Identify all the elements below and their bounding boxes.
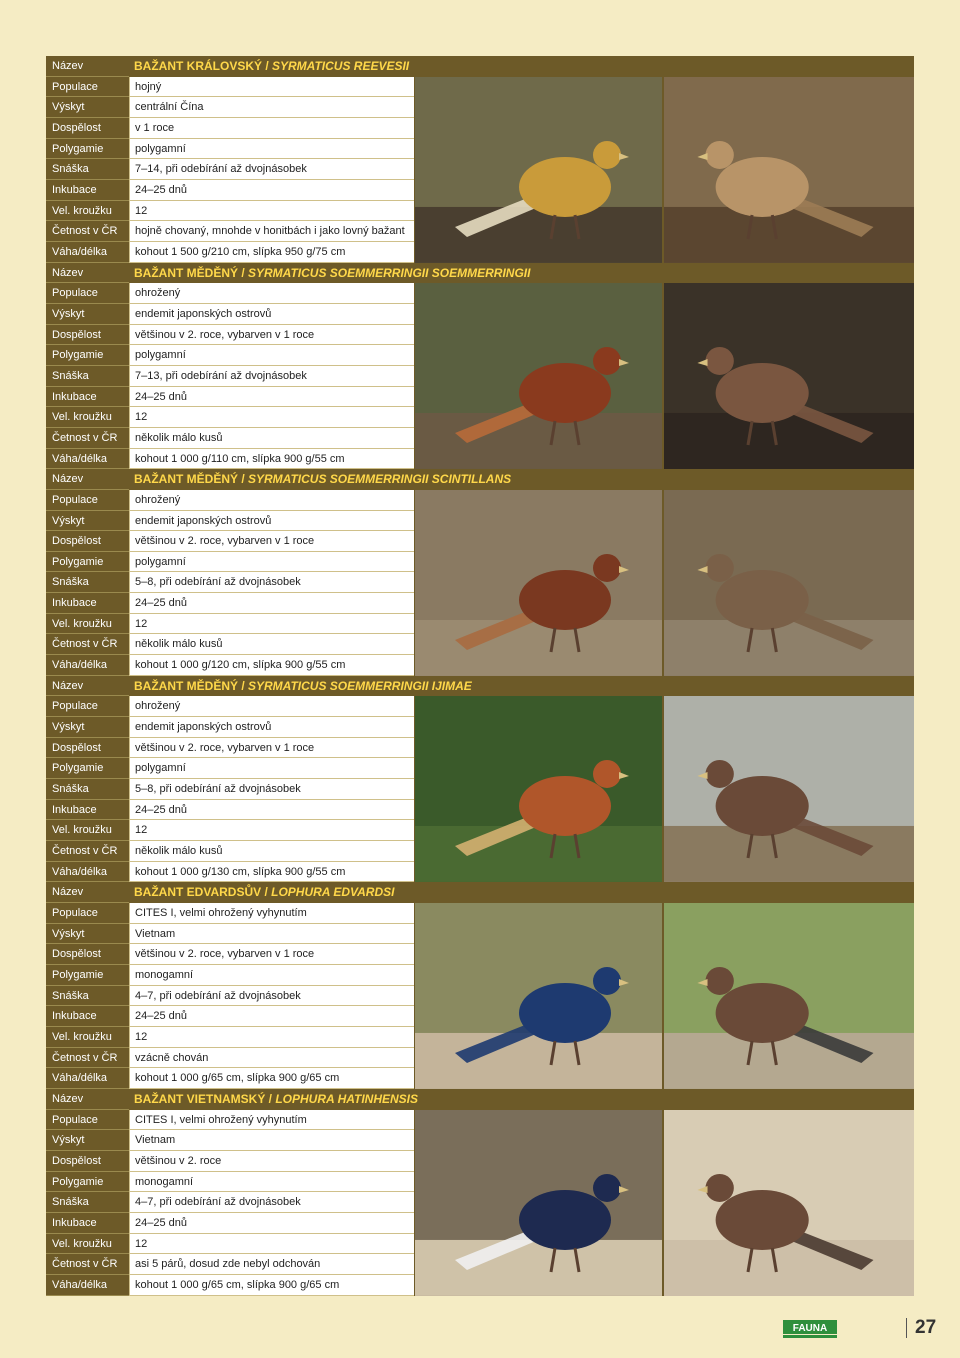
field-row-vaha xyxy=(46,1275,414,1296)
field-row-vaha xyxy=(46,655,414,676)
field-value: kohout 1 500 g/210 cm, slípka 950 g/75 cm xyxy=(129,242,414,263)
field-label: Snáška xyxy=(46,779,129,800)
field-label: Výskyt xyxy=(46,924,129,945)
photo-female xyxy=(664,283,914,469)
species-scientific-name: SYRMATICUS SOEMMERRINGII IJIMAE xyxy=(248,678,472,693)
field-label: Četnost v ČR xyxy=(46,1254,129,1275)
field-row-polygamie xyxy=(46,965,414,986)
field-label: Snáška xyxy=(46,159,129,180)
field-label: Polygamie xyxy=(46,965,129,986)
field-label: Vel. kroužku xyxy=(46,1027,129,1048)
field-value: 7–14, při odebírání až dvojnásobek xyxy=(129,159,414,180)
field-value: polygamní xyxy=(129,758,414,779)
field-value: polygamní xyxy=(129,552,414,573)
field-value: kohout 1 000 g/65 cm, slípka 900 g/65 cm xyxy=(129,1275,414,1296)
species-name xyxy=(129,263,914,284)
field-row-vyskyt xyxy=(46,924,414,945)
field-label: Vel. kroužku xyxy=(46,820,129,841)
field-row-inkubace xyxy=(46,1006,414,1027)
field-value: ohrožený xyxy=(129,283,414,304)
species-table xyxy=(46,56,914,1296)
field-row-dospelost xyxy=(46,325,414,346)
field-row-dospelost xyxy=(46,531,414,552)
field-value: několik málo kusů xyxy=(129,841,414,862)
field-row-polygamie xyxy=(46,345,414,366)
field-row-krouzek xyxy=(46,407,414,428)
species-name xyxy=(129,882,914,903)
field-row-snaska xyxy=(46,779,414,800)
field-label: Dospělost xyxy=(46,738,129,759)
field-label: Populace xyxy=(46,903,129,924)
field-value: kohout 1 000 g/120 cm, slípka 900 g/55 cm xyxy=(129,655,414,676)
field-value: většinou v 2. roce, vybarven v 1 roce xyxy=(129,531,414,552)
field-value: 4–7, při odebírání až dvojnásobek xyxy=(129,1192,414,1213)
species-common-name: BAŽANT MĚDĚNÝ / xyxy=(134,678,248,693)
photo-male xyxy=(415,490,662,676)
photo-male xyxy=(415,903,662,1089)
field-value: 12 xyxy=(129,407,414,428)
field-label: Dospělost xyxy=(46,325,129,346)
field-label: Polygamie xyxy=(46,1172,129,1193)
field-label: Četnost v ČR xyxy=(46,634,129,655)
field-value: několik málo kusů xyxy=(129,428,414,449)
field-value: v 1 roce xyxy=(129,118,414,139)
species-common-name: BAŽANT EDVARDSŮV / xyxy=(134,885,272,900)
field-row-krouzek xyxy=(46,1027,414,1048)
field-label: Váha/délka xyxy=(46,242,129,263)
species-scientific-name: SYRMATICUS SOEMMERRINGII SOEMMERRINGII xyxy=(248,265,531,280)
field-row-populace xyxy=(46,283,414,304)
species-name xyxy=(129,676,914,697)
field-value: 12 xyxy=(129,201,414,222)
field-label: Dospělost xyxy=(46,118,129,139)
field-label: Název xyxy=(46,676,129,697)
species-section xyxy=(46,263,914,470)
field-value: několik málo kusů xyxy=(129,634,414,655)
field-label: Vel. kroužku xyxy=(46,201,129,222)
field-row-dospelost xyxy=(46,118,414,139)
field-value: centrální Čína xyxy=(129,97,414,118)
field-row-inkubace xyxy=(46,593,414,614)
field-row-vyskyt xyxy=(46,97,414,118)
field-label: Populace xyxy=(46,77,129,98)
species-section xyxy=(46,469,914,676)
field-value: 24–25 dnů xyxy=(129,1213,414,1234)
field-row-vyskyt xyxy=(46,1130,414,1151)
field-label: Výskyt xyxy=(46,97,129,118)
field-value: 4–7, při odebírání až dvojnásobek xyxy=(129,986,414,1007)
field-label: Dospělost xyxy=(46,531,129,552)
field-label: Inkubace xyxy=(46,1213,129,1234)
field-label: Název xyxy=(46,1089,129,1110)
field-label: Populace xyxy=(46,283,129,304)
field-row-inkubace xyxy=(46,1213,414,1234)
field-value: kohout 1 000 g/65 cm, slípka 900 g/65 cm xyxy=(129,1068,414,1089)
field-row-dospelost xyxy=(46,738,414,759)
field-row-vaha xyxy=(46,1068,414,1089)
field-label: Inkubace xyxy=(46,387,129,408)
field-label: Populace xyxy=(46,490,129,511)
field-label: Vel. kroužku xyxy=(46,407,129,428)
field-value: endemit japonských ostrovů xyxy=(129,717,414,738)
photo-female xyxy=(664,1110,914,1296)
field-value: polygamní xyxy=(129,345,414,366)
field-row-populace xyxy=(46,1110,414,1131)
field-label: Výskyt xyxy=(46,717,129,738)
field-label: Polygamie xyxy=(46,758,129,779)
field-row-cetnost xyxy=(46,428,414,449)
field-value: endemit japonských ostrovů xyxy=(129,304,414,325)
field-label: Vel. kroužku xyxy=(46,614,129,635)
field-label: Název xyxy=(46,56,129,77)
species-section xyxy=(46,882,914,1089)
field-value: vzácně chován xyxy=(129,1048,414,1069)
page-number: 27 xyxy=(906,1318,936,1338)
species-common-name: BAŽANT VIETNAMSKÝ / xyxy=(134,1092,276,1106)
field-row-populace xyxy=(46,490,414,511)
field-value: 7–13, při odebírání až dvojnásobek xyxy=(129,366,414,387)
species-scientific-name: SYRMATICUS REEVESII xyxy=(272,59,410,73)
field-value: CITES I, velmi ohrožený vyhynutím xyxy=(129,903,414,924)
field-value: většinou v 2. roce, vybarven v 1 roce xyxy=(129,944,414,965)
field-row-snaska xyxy=(46,366,414,387)
field-row-inkubace xyxy=(46,387,414,408)
field-label: Název xyxy=(46,469,129,490)
field-row-vaha xyxy=(46,449,414,470)
field-label: Inkubace xyxy=(46,593,129,614)
field-value: většinou v 2. roce, vybarven v 1 roce xyxy=(129,325,414,346)
field-label: Výskyt xyxy=(46,511,129,532)
field-value: kohout 1 000 g/130 cm, slípka 900 g/55 cm xyxy=(129,862,414,883)
species-name xyxy=(129,1089,914,1110)
field-value: monogamní xyxy=(129,1172,414,1193)
field-row-snaska xyxy=(46,1192,414,1213)
species-scientific-name: LOPHURA EDVARDSI xyxy=(271,885,395,900)
field-value: většinou v 2. roce xyxy=(129,1151,414,1172)
field-value: kohout 1 000 g/110 cm, slípka 900 g/55 cm xyxy=(129,449,414,470)
field-value: 24–25 dnů xyxy=(129,593,414,614)
field-row-inkubace xyxy=(46,800,414,821)
photo-female xyxy=(664,696,914,882)
field-value: 24–25 dnů xyxy=(129,387,414,408)
field-label: Váha/délka xyxy=(46,1275,129,1296)
photo-male xyxy=(415,696,662,882)
field-value: Vietnam xyxy=(129,924,414,945)
field-row-cetnost xyxy=(46,841,414,862)
field-value: 12 xyxy=(129,1234,414,1255)
field-value: polygamní xyxy=(129,139,414,160)
field-row-krouzek xyxy=(46,820,414,841)
field-value: monogamní xyxy=(129,965,414,986)
field-value: Vietnam xyxy=(129,1130,414,1151)
field-label: Název xyxy=(46,263,129,284)
field-row-polygamie xyxy=(46,139,414,160)
field-row-populace xyxy=(46,696,414,717)
field-row-populace xyxy=(46,77,414,98)
field-value: ohrožený xyxy=(129,490,414,511)
field-row-cetnost xyxy=(46,1254,414,1275)
species-section xyxy=(46,1089,914,1296)
photo-female xyxy=(664,903,914,1089)
field-row-krouzek xyxy=(46,614,414,635)
field-row-dospelost xyxy=(46,1151,414,1172)
field-value: hojný xyxy=(129,77,414,98)
field-label: Výskyt xyxy=(46,304,129,325)
field-label: Snáška xyxy=(46,572,129,593)
field-value: asi 5 párů, dosud zde nebyl odchován xyxy=(129,1254,414,1275)
field-value: CITES I, velmi ohrožený vyhynutím xyxy=(129,1110,414,1131)
field-label: Četnost v ČR xyxy=(46,1048,129,1069)
field-label: Vel. kroužku xyxy=(46,1234,129,1255)
field-row-vyskyt xyxy=(46,304,414,325)
field-label: Váha/délka xyxy=(46,655,129,676)
field-row-populace xyxy=(46,903,414,924)
field-value: 24–25 dnů xyxy=(129,800,414,821)
species-common-name: BAŽANT MĚDĚNÝ / xyxy=(134,265,248,280)
field-label: Inkubace xyxy=(46,1006,129,1027)
field-row-vaha xyxy=(46,242,414,263)
field-label: Snáška xyxy=(46,366,129,387)
field-label: Polygamie xyxy=(46,345,129,366)
field-row-cetnost xyxy=(46,634,414,655)
field-row-snaska xyxy=(46,986,414,1007)
field-row-krouzek xyxy=(46,1234,414,1255)
field-value: 12 xyxy=(129,1027,414,1048)
species-name xyxy=(129,469,914,490)
field-row-polygamie xyxy=(46,552,414,573)
field-label: Snáška xyxy=(46,986,129,1007)
field-row-vyskyt xyxy=(46,717,414,738)
field-label: Váha/délka xyxy=(46,449,129,470)
field-label: Inkubace xyxy=(46,180,129,201)
field-value: hojně chovaný, mnohde v honitbách i jako lovný bažant xyxy=(129,221,414,242)
species-scientific-name: LOPHURA HATINHENSIS xyxy=(275,1092,419,1106)
field-label: Dospělost xyxy=(46,944,129,965)
field-value: 5–8, při odebírání až dvojnásobek xyxy=(129,572,414,593)
field-label: Populace xyxy=(46,696,129,717)
species-common-name: BAŽANT KRÁLOVSKÝ / xyxy=(134,59,272,73)
field-label: Název xyxy=(46,882,129,903)
field-value: 24–25 dnů xyxy=(129,1006,414,1027)
species-scientific-name: SYRMATICUS SOEMMERRINGII SCINTILLANS xyxy=(248,472,512,487)
field-label: Polygamie xyxy=(46,139,129,160)
field-value: 12 xyxy=(129,614,414,635)
field-label: Populace xyxy=(46,1110,129,1131)
field-row-cetnost xyxy=(46,221,414,242)
photo-female xyxy=(664,77,914,263)
field-label: Váha/délka xyxy=(46,862,129,883)
field-label: Četnost v ČR xyxy=(46,221,129,242)
fauna-logo xyxy=(783,1320,837,1340)
field-label: Dospělost xyxy=(46,1151,129,1172)
field-label: Polygamie xyxy=(46,552,129,573)
field-row-inkubace xyxy=(46,180,414,201)
field-row-vaha xyxy=(46,862,414,883)
field-value: endemit japonských ostrovů xyxy=(129,511,414,532)
field-label: Výskyt xyxy=(46,1130,129,1151)
field-row-snaska xyxy=(46,159,414,180)
field-row-vyskyt xyxy=(46,511,414,532)
field-label: Inkubace xyxy=(46,800,129,821)
svg-text:FAUNA: FAUNA xyxy=(792,1323,828,1334)
field-row-krouzek xyxy=(46,201,414,222)
species-section xyxy=(46,56,914,263)
field-row-cetnost xyxy=(46,1048,414,1069)
field-label: Četnost v ČR xyxy=(46,841,129,862)
species-name xyxy=(129,56,914,77)
field-label: Váha/délka xyxy=(46,1068,129,1089)
field-label: Snáška xyxy=(46,1192,129,1213)
species-section xyxy=(46,676,914,883)
field-value: ohrožený xyxy=(129,696,414,717)
field-row-polygamie xyxy=(46,1172,414,1193)
field-value: 12 xyxy=(129,820,414,841)
field-value: 5–8, při odebírání až dvojnásobek xyxy=(129,779,414,800)
photo-male xyxy=(415,283,662,469)
field-row-snaska xyxy=(46,572,414,593)
field-row-polygamie xyxy=(46,758,414,779)
photo-female xyxy=(664,490,914,676)
field-row-dospelost xyxy=(46,944,414,965)
photo-male xyxy=(415,1110,662,1296)
field-value: 24–25 dnů xyxy=(129,180,414,201)
field-value: většinou v 2. roce, vybarven v 1 roce xyxy=(129,738,414,759)
field-label: Četnost v ČR xyxy=(46,428,129,449)
species-common-name: BAŽANT MĚDĚNÝ / xyxy=(134,472,248,487)
photo-male xyxy=(415,77,662,263)
